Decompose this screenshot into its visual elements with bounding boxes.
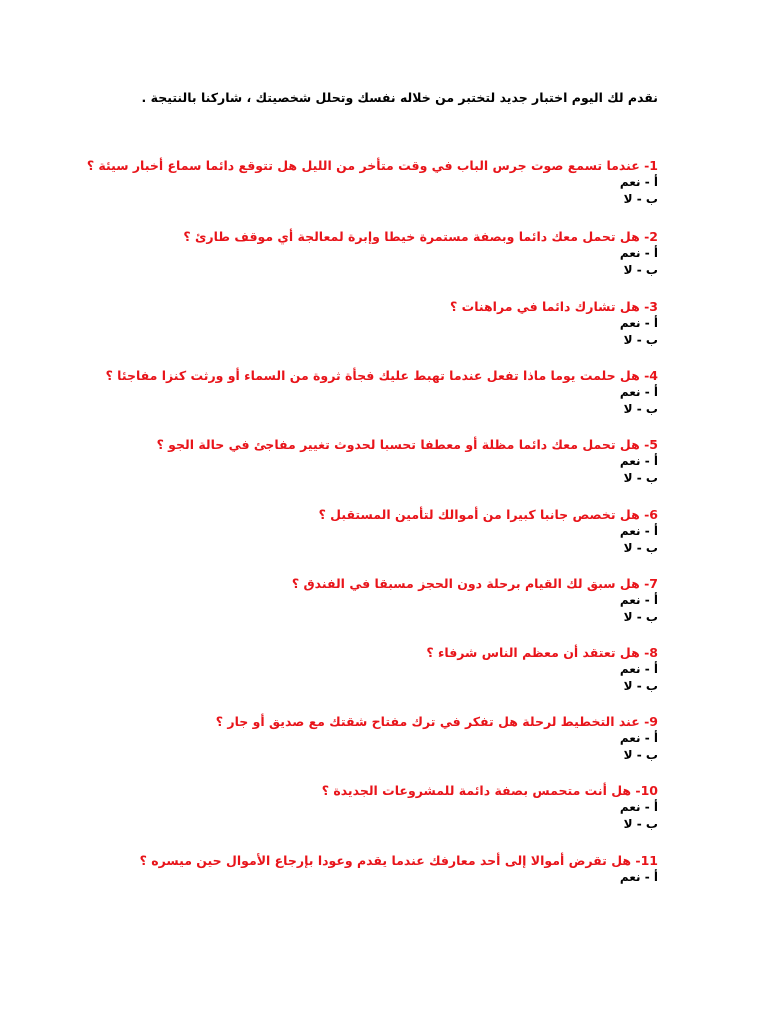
question-block-1 (86, 157, 658, 208)
answer-yes: أ - نعم (619, 246, 658, 260)
answer-no: ب - لا (623, 679, 658, 693)
answer-no: ب - لا (623, 263, 658, 277)
question-block-2 (98, 228, 658, 279)
answer-yes: أ - نعم (619, 524, 658, 538)
question-block-5 (98, 436, 658, 487)
question-block-3 (98, 298, 658, 349)
question-block-4 (98, 367, 658, 418)
answer-yes: أ - نعم (619, 175, 658, 189)
question-block-10 (98, 782, 658, 833)
answer-no: ب - لا (623, 541, 658, 555)
answer-no: ب - لا (623, 333, 658, 347)
answer-yes: أ - نعم (619, 870, 658, 884)
question-text: 5- هل تحمل معك دائما مظلة أو معطفا تحسبا لحدوث تغيير مفاجئ في حالة الجو ؟ (156, 437, 658, 452)
answer-no: ب - لا (623, 192, 658, 206)
answer-no: ب - لا (623, 610, 658, 624)
question-block-6 (98, 506, 658, 557)
intro-paragraph: نقدم لك اليوم اختبار جديد لتختبر من خلاله نفسك وتحلل شخصيتك ، شاركنا بالنتيجة . (141, 90, 658, 105)
question-text: 7- هل سبق لك القيام برحلة دون الحجز مسبقا في الفندق ؟ (291, 576, 658, 591)
question-text: 10- هل أنت متحمس بصفة دائمة للمشروعات الجديدة ؟ (321, 783, 658, 798)
question-text: 3- هل تشارك دائما في مراهنات ؟ (450, 299, 658, 314)
question-text: 6- هل تخصص جانبا كبيرا من أموالك لتأمين المستقبل ؟ (318, 507, 658, 522)
question-block-9 (98, 713, 658, 764)
answer-yes: أ - نعم (619, 316, 658, 330)
answer-no: ب - لا (623, 748, 658, 762)
question-text: 9- عند التخطيط لرحلة هل تفكر في ترك مفتاح شقتك مع صديق أو جار ؟ (215, 714, 658, 729)
answer-yes: أ - نعم (619, 454, 658, 468)
answer-yes: أ - نعم (619, 800, 658, 814)
question-text: 1- عندما تسمع صوت جرس الباب في وقت متأخر من الليل هل تتوقع دائما سماع أخبار سيئة ؟ (86, 158, 658, 173)
answer-no: ب - لا (623, 471, 658, 485)
question-block-7 (98, 575, 658, 626)
question-text: 8- هل تعتقد أن معظم الناس شرفاء ؟ (426, 645, 658, 660)
question-block-11 (98, 852, 658, 886)
answer-yes: أ - نعم (619, 731, 658, 745)
question-text: 11- هل تقرض أموالا إلى أحد معارفك عندما يقدم وعودا بإرجاع الأموال حين ميسره ؟ (139, 853, 658, 868)
answer-yes: أ - نعم (619, 593, 658, 607)
question-text: 4- هل حلمت يوما ماذا تفعل عندما تهبط عليك فجأة ثروة من السماء أو ورثت كنزا مفاجئا ؟ (105, 368, 658, 383)
answer-yes: أ - نعم (619, 385, 658, 399)
answer-yes: أ - نعم (619, 662, 658, 676)
question-block-8 (98, 644, 658, 695)
question-text: 2- هل تحمل معك دائما وبصفة مستمرة خيطا وإبرة لمعالجة أي موقف طارئ ؟ (183, 229, 658, 244)
answer-no: ب - لا (623, 817, 658, 831)
answer-no: ب - لا (623, 402, 658, 416)
